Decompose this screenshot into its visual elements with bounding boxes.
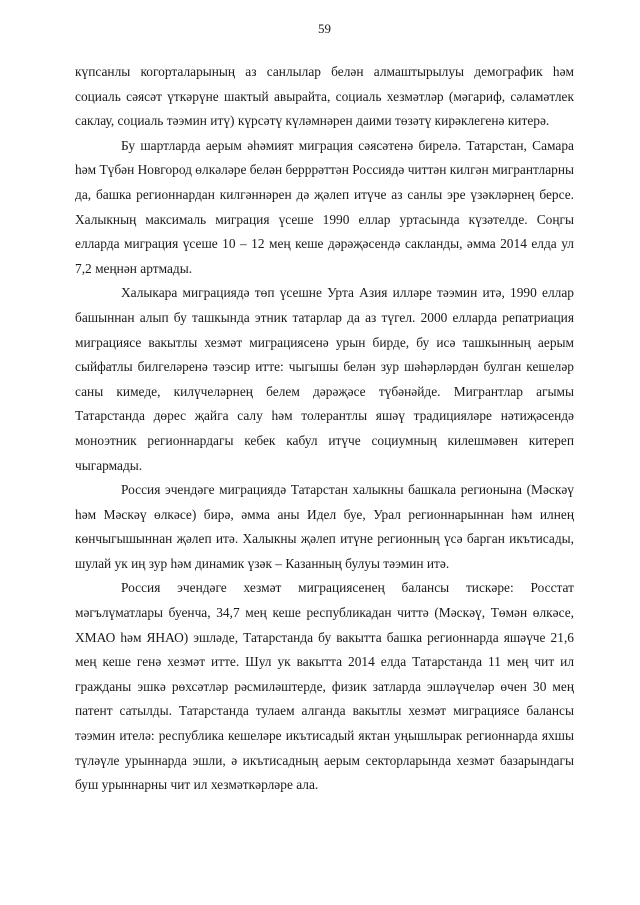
paragraph-4: Россия эчендәге миграциядә Татарстан халыкны башкала регионына (Мәскәү һәм Мәскәү өлкәсе) бирә, әмма аны Идел буе, Урал регионнарыннан һәм илнең көнчыгышыннан җәлеп итә. Халыкны җәлеп итүне регионның үсә барган икътисады, шулай ук иң зур һәм динамик үзәк – Казанның булуы тәэмин итә. bbox=[75, 482, 574, 571]
paragraph-1: күпсанлы когорталарының аз санлылар белән алмаштырылуы демографик һәм социаль сәясәт үткәрүне шактый авырайта, социаль хезмәтләр (мәгариф, сәламәтлек саклау, социаль тәэмин итү) күрсәтү күләмнәрен даими төзәтү кирәклегенә китерә. bbox=[75, 64, 574, 129]
paragraph-2: Бу шартларда аерым әһәмият миграция сәясәтенә бирелә. Татарстан, Самара һәм Түбән Новгород өлкәләре белән берррәттән Россиядә читтән килгән мигрантларны да, башка регионнардан килгәннәрен дә җәлеп итүче аз санлы эре үзәкләрнең берсе. Халыкның максималь миграция үсеше 1990 еллар уртасында күзәтелде. Соңгы елларда миграция үсеше 10 – 12 мең кеше дәрәҗәсендә сакланды, әмма 2014 елда ул 7,2 меңнән артмады. bbox=[75, 137, 575, 276]
paragraph-5: Россия эчендәге хезмәт миграциясенең балансы тискәре: Росстат мәгълүматлары буенча, 34,7 мең кеше республикадан читтә (Мәскәү, Төмән өлкәсе, ХМАО һәм ЯНАО) эшләде, Татарстанда бу вакытта башка регионнарда яшәүче 21,6 мең кеше генә хезмәт итте. Шул ук вакытта 2014 елда Татарстанда 11 мең чит ил гражданы эшкә рөхсәтләр рәсмиләштерде, физик затларда эшләүчеләр өчен 30 мең патент сатылды. Татарстанда тулаем алганда вакытлы хезмәт миграциясе балансы тәэмин ителә: республика кешеләре икътисадый яктан уңышлырак регионнарда яхшы түләүле урыннарда эшли, ә икътисадның аерым секторларында хезмәт базарындагы буш урыннарны чит ил хезмәткәрләре ала. bbox=[75, 580, 574, 793]
page-number: 59 bbox=[318, 21, 331, 36]
paragraph-3: Халыкара миграциядә төп үсешне Урта Азия илләре тәэмин итә, 1990 еллар башыннан алып бу ташкында этник татарлар да аз түгел. 2000 елларда репатриация миграциясе вакытлы хезмәт миграциясенә урын бирде, бу исә ташкынның аерым сыйфатлы билгеләренә тәэсир итте: чыгышы белән зур шәһәрләрдән булган кешеләр саны кимеде, килүчеләрнең белем дәрәҗәсе түбәнәйде. Мигрантлар агымы Татарстанда дөрес җайга салу һәм толерантлы яшәү традицияләре нәтиҗәсендә моноэтник регионнардагы кебек кабул итүче социумның килешмәвен китереп чыгармады. bbox=[75, 285, 574, 473]
